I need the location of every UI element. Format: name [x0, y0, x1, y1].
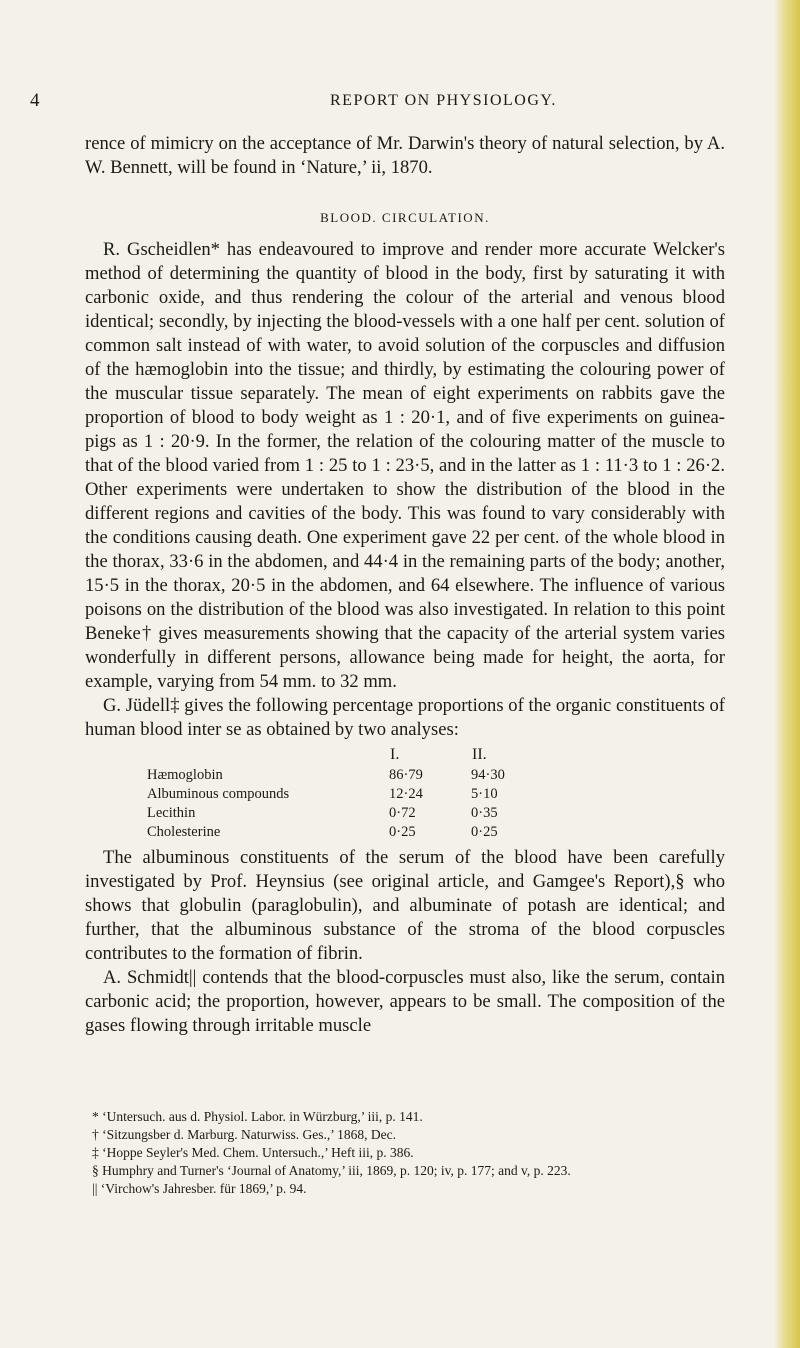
footnote: † ‘Sitzungsber d. Marburg. Naturwiss. Ges.,’ 1868, Dec. — [92, 1127, 396, 1142]
value-1: 12·24 — [389, 786, 423, 802]
row-label: Hæmoglobin — [147, 767, 223, 783]
value-2: 5·10 — [471, 786, 498, 802]
table-row — [147, 804, 553, 823]
value-1: 0·25 — [389, 824, 416, 840]
footnote: § Humphry and Turner's ‘Journal of Anatomy,’ iii, 1869, p. 120; iv, p. 177; and v, p. 223. — [92, 1163, 571, 1178]
row-label: Lecithin — [147, 805, 196, 821]
page-body — [85, 132, 725, 1038]
table-row — [147, 785, 553, 804]
table-row — [147, 823, 553, 842]
page-number: 4 — [30, 90, 40, 111]
section-title: BLOOD. CIRCULATION. — [320, 210, 490, 225]
paragraph-gscheidlen: R. Gscheidlen* has endeavoured to improve and render more accurate Welcker's method of determining the quantity of blood in the body, first by saturating it with carbonic oxide, and thus rendering the colour of the arterial and venous blood identical; secondly, by injecting the blood-vessels with a one half per cent. solution of common salt instead of with water, to avoid solution of the corpuscles and diffusion of the hæmoglobin into the tissue; and thirdly, by estimating the colouring power of the muscular tissue separately. The mean of eight experiments on rabbits gave the proportion of blood to body weight as 1 : 20·1, and of five experiments on guinea-pigs as 1 : 20·9. In the former, the relation of the colouring matter of the muscle to that of the blood varied from 1 : 25 to 1 : 23·5, and in the latter as 1 : 11·3 to 1 : 26·2. Other experiments were undertaken to show the distribution of the blood in the different regions and cavities of the body. This was found to vary considerably with the conditions causing death. One experiment gave 22 per cent. of the whole blood in the thorax, 33·6 in the abdomen, and 44·4 in the remaining parts of the body; another, 15·5 in the thorax, 20·5 in the abdomen, and 64 elsewhere. The influence of various poisons on the distribution of the blood was also investigated. In relation to this point Beneke† gives measurements showing that the capacity of the arterial system varies wonderfully in different persons, allowance being made for height, the aorta, for example, varying from 54 mm. to 32 mm. — [85, 239, 725, 692]
value-1: 86·79 — [389, 767, 423, 783]
paragraph-judell: G. Jüdell‡ gives the following percentage proportions of the organic constituents of human blood inter se as obtained by two analyses: — [85, 695, 725, 740]
table-row — [147, 766, 553, 785]
value-2: 0·25 — [471, 824, 498, 840]
footnote: * ‘Untersuch. aus d. Physiol. Labor. in Würzburg,’ iii, p. 141. — [92, 1109, 423, 1124]
table-header-row — [147, 744, 553, 766]
running-title: REPORT ON PHYSIOLOGY. — [330, 92, 557, 109]
value-2: 0·35 — [471, 805, 498, 821]
col-header-2: II. — [472, 746, 487, 763]
footnote: || ‘Virchow's Jahresber. für 1869,’ p. 94. — [92, 1181, 307, 1196]
page-header — [30, 90, 770, 120]
row-label: Cholesterine — [147, 824, 221, 840]
footnote: ‡ ‘Hoppe Seyler's Med. Chem. Untersuch.,’ Heft iii, p. 386. — [92, 1145, 414, 1160]
paragraph-schmidt: A. Schmidt|| contends that the blood-corpuscles must also, like the serum, contain carbonic acid; the proportion, however, appears to be small. The composition of the gases flowing through irritable muscle — [85, 967, 725, 1036]
row-label: Albuminous compounds — [147, 786, 290, 802]
footnotes — [92, 1108, 732, 1198]
page-edge — [774, 0, 800, 1348]
blood-constituents-table — [147, 744, 553, 842]
paragraph-heynsius: The albuminous constituents of the serum of the blood have been carefully investigated by Prof. Heynsius (see original article, and Gamgee's Report),§ who shows that globulin (paraglobulin), and albuminate of potash are identical; and further, that the albuminous substance of the stroma of the blood corpuscles contributes to the formation of fibrin. — [85, 847, 725, 964]
value-1: 0·72 — [389, 805, 416, 821]
col-header-1: I. — [390, 746, 400, 763]
value-2: 94·30 — [471, 767, 505, 783]
intro-paragraph: rence of mimicry on the acceptance of Mr. Darwin's theory of natural selection, by A. W. Bennett, will be found in ‘Nature,’ ii, 1870. — [85, 133, 725, 178]
